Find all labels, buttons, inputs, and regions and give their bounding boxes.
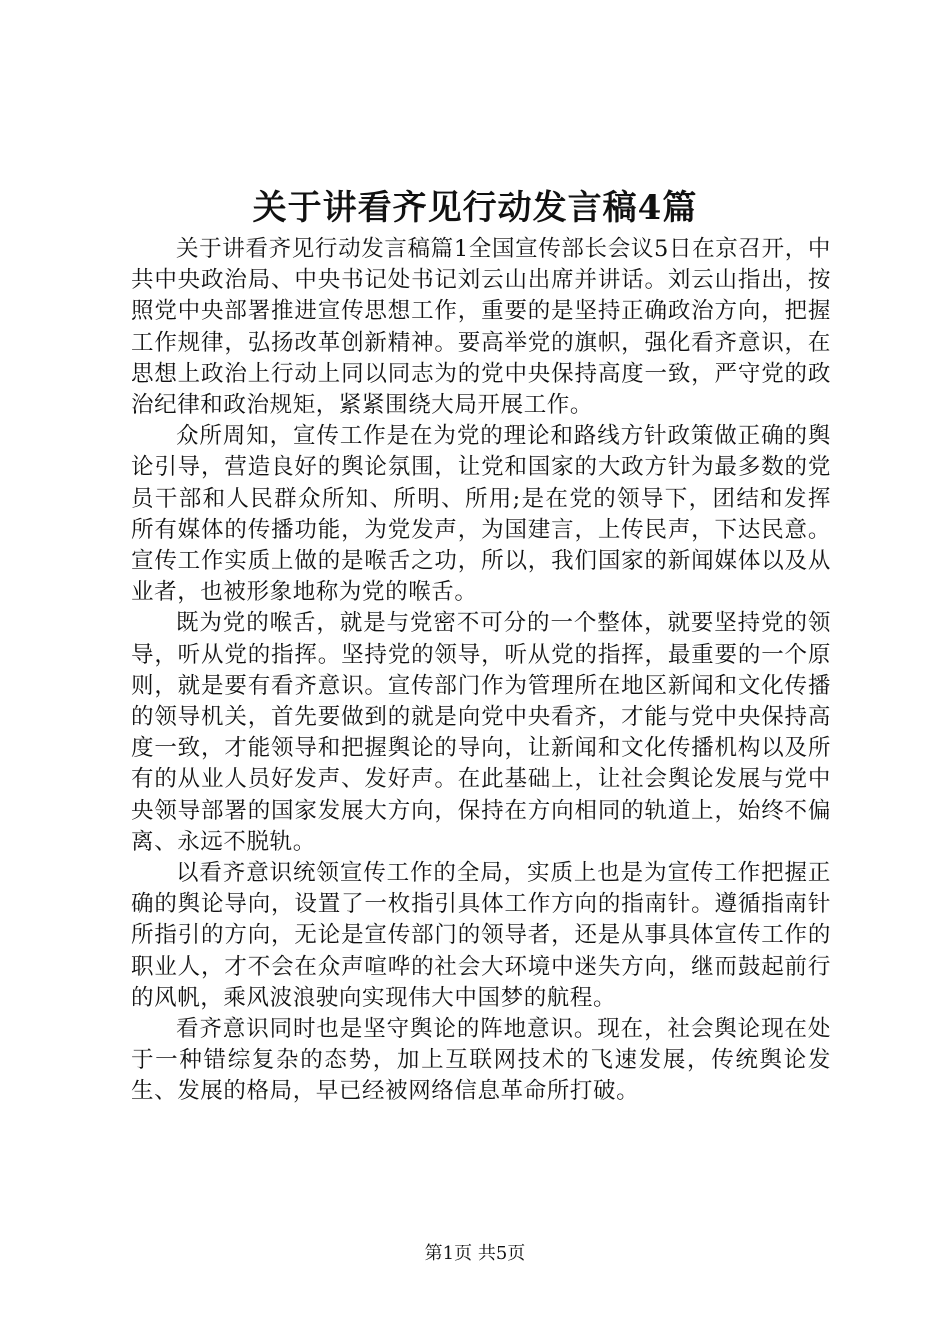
document-body [131, 234, 831, 1108]
paragraph: 看齐意识同时也是坚守舆论的阵地意识。现在，社会舆论现在处于一种错综复杂的态势，加上互联网技术的飞速发展，传统舆论发生、发展的格局，早已经被网络信息革命所打破。 [131, 1016, 831, 1105]
document-title: 关于讲看齐见行动发言稿4篇 [252, 188, 698, 228]
paragraph: 以看齐意识统领宣传工作的全局，实质上也是为宣传工作把握正确的舆论导向，设置了一枚指引具体工作方向的指南针。遵循指南针所指引的方向，无论是宣传部门的领导者，还是从事具体宣传工作的职业人，才不会在众声喧哗的社会大环境中迷失方向，继而鼓起前行的风帆，乘风波浪驶向实现伟大中国梦的航程。 [131, 860, 831, 1011]
paragraph: 众所周知，宣传工作是在为党的理论和路线方针政策做正确的舆论引导，营造良好的舆论氛围，让党和国家的大政方针为最多数的党员干部和人民群众所知、所明、所用;是在党的领导下，团结和发挥所有媒体的传播功能，为党发声，为国建言，上传民声，下达民意。宣传工作实质上做的是喉舌之功，所以，我们国家的新闻媒体以及从业者，也被形象地称为党的喉舌。 [131, 423, 831, 606]
paragraph: 既为党的喉舌，就是与党密不可分的一个整体，就要坚持党的领导，听从党的指挥。坚持党的领导，听从党的指挥，最重要的一个原则，就是要有看齐意识。宣传部门作为管理所在地区新闻和文化传播的领导机关，首先要做到的就是向党中央看齐，才能与党中央保持高度一致，才能领导和把握舆论的导向，让新闻和文化传播机构以及所有的从业人员好发声、发好声。在此基础上，让社会舆论发展与党中央领导部署的国家发展大方向，保持在方向相同的轨道上，始终不偏离、永远不脱轨。 [131, 610, 831, 855]
paragraph: 关于讲看齐见行动发言稿篇1全国宣传部长会议5日在京召开，中共中央政治局、中央书记处书记刘云山出席并讲话。刘云山指出，按照党中央部署推进宣传思想工作，重要的是坚持正确政治方向，把握工作规律，弘扬改革创新精神。要高举党的旗帜，强化看齐意识，在思想上政治上行动上同以同志为的党中央保持高度一致，严守党的政治纪律和政治规矩，紧紧围绕大局开展工作。 [131, 236, 831, 419]
page-footer: 第1页 共5页 [424, 1243, 526, 1264]
